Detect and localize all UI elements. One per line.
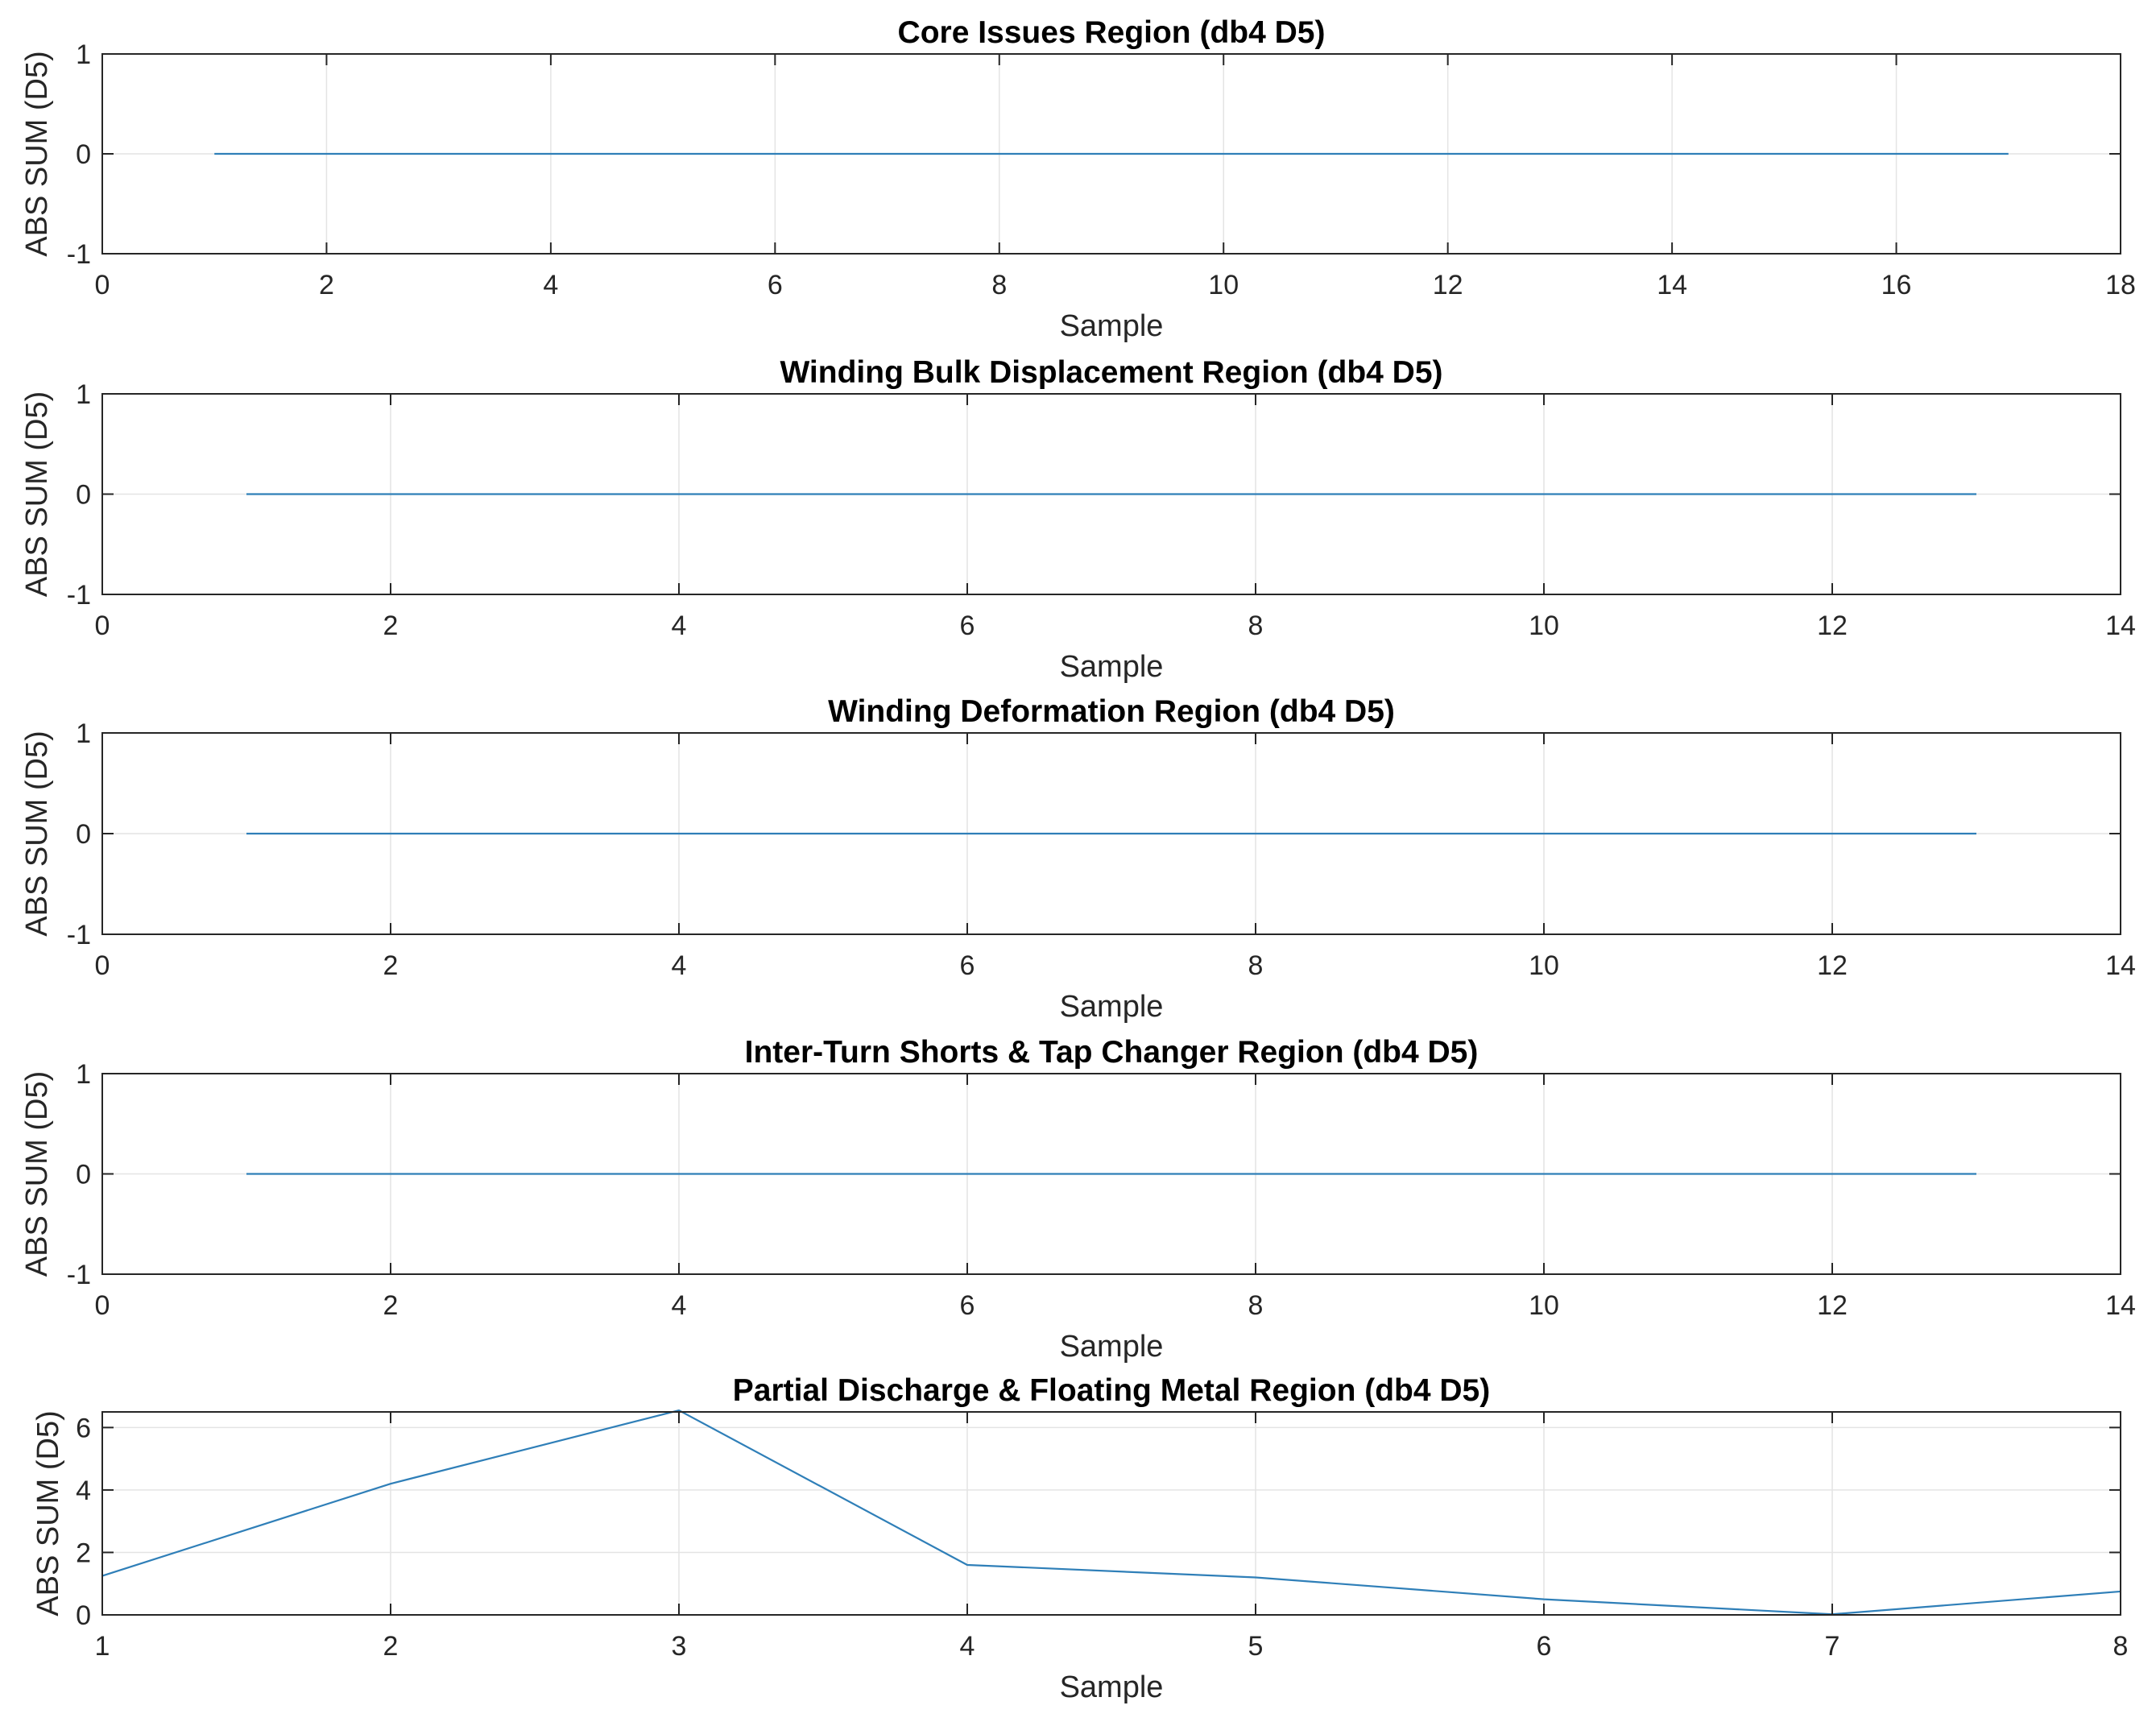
subplot-1 <box>20 15 2136 343</box>
x-tick-label: 2 <box>318 270 334 300</box>
x-tick-label: 8 <box>1248 611 1264 641</box>
x-tick-label: 2 <box>383 1631 399 1662</box>
subplot-4 <box>20 1035 2136 1364</box>
y-tick-label: -1 <box>66 580 91 611</box>
y-tick-label: 2 <box>76 1538 91 1569</box>
x-tick-label: 18 <box>2105 270 2136 300</box>
x-tick-label: 2 <box>383 1290 399 1321</box>
subplot-2 <box>20 355 2136 684</box>
y-tick-label: -1 <box>66 920 91 950</box>
y-axis-label: ABS SUM (D5) <box>20 1070 54 1277</box>
x-tick-label: 4 <box>671 611 687 641</box>
x-tick-label: 6 <box>767 270 783 300</box>
x-tick-label: 14 <box>2105 950 2136 981</box>
subplot-3 <box>20 694 2136 1024</box>
x-tick-label: 14 <box>1657 270 1688 300</box>
y-axis-label: ABS SUM (D5) <box>20 51 54 257</box>
x-tick-label: 12 <box>1817 611 1848 641</box>
x-tick-label: 8 <box>1248 950 1264 981</box>
chart-title: Winding Deformation Region (db4 D5) <box>828 694 1395 729</box>
chart-title: Inter-Turn Shorts & Tap Changer Region (db4 D5) <box>744 1035 1479 1070</box>
x-tick-label: 8 <box>1248 1290 1264 1321</box>
x-tick-label: 4 <box>959 1631 975 1662</box>
x-axis-label: Sample <box>1059 309 1164 343</box>
x-tick-label: 1 <box>94 1631 110 1662</box>
y-axis-label: ABS SUM (D5) <box>31 1410 65 1616</box>
y-tick-label: 1 <box>76 718 91 749</box>
x-tick-label: 4 <box>543 270 559 300</box>
x-tick-label: 0 <box>94 611 110 641</box>
x-tick-label: 0 <box>94 1290 110 1321</box>
x-tick-label: 2 <box>383 611 399 641</box>
x-tick-label: 4 <box>671 950 687 981</box>
x-axis-label: Sample <box>1059 990 1164 1024</box>
x-tick-label: 6 <box>959 950 975 981</box>
subplot-5 <box>31 1373 2128 1704</box>
x-axis-label: Sample <box>1059 650 1164 684</box>
y-tick-label: 1 <box>76 1059 91 1090</box>
y-tick-label: 0 <box>76 1159 91 1190</box>
chart-title: Core Issues Region (db4 D5) <box>897 15 1326 50</box>
x-tick-label: 8 <box>2113 1631 2129 1662</box>
x-tick-label: 2 <box>383 950 399 981</box>
x-tick-label: 6 <box>1536 1631 1552 1662</box>
x-tick-label: 10 <box>1529 611 1559 641</box>
x-tick-label: 12 <box>1432 270 1463 300</box>
chart-title: Partial Discharge & Floating Metal Region (db4 D5) <box>732 1373 1491 1408</box>
x-tick-label: 12 <box>1817 1290 1848 1321</box>
x-tick-label: 0 <box>94 270 110 300</box>
x-tick-label: 0 <box>94 950 110 981</box>
x-tick-label: 3 <box>671 1631 687 1662</box>
y-tick-label: 1 <box>76 379 91 410</box>
x-tick-label: 10 <box>1529 950 1559 981</box>
x-tick-label: 16 <box>1881 270 1912 300</box>
x-tick-label: 6 <box>959 611 975 641</box>
y-tick-label: 0 <box>76 479 91 511</box>
x-tick-label: 7 <box>1824 1631 1840 1662</box>
y-tick-label: -1 <box>66 239 91 270</box>
y-tick-label: 4 <box>76 1475 91 1506</box>
x-tick-label: 12 <box>1817 950 1848 981</box>
y-tick-label: 6 <box>76 1413 91 1444</box>
x-tick-label: 10 <box>1529 1290 1559 1321</box>
x-tick-label: 14 <box>2105 611 2136 641</box>
y-tick-label: 1 <box>76 39 91 70</box>
y-axis-label: ABS SUM (D5) <box>20 731 54 937</box>
y-tick-label: -1 <box>66 1260 91 1290</box>
x-tick-label: 8 <box>991 270 1008 300</box>
x-axis-label: Sample <box>1059 1330 1164 1364</box>
x-tick-label: 6 <box>959 1290 975 1321</box>
x-axis-label: Sample <box>1059 1670 1164 1704</box>
y-axis-label: ABS SUM (D5) <box>20 391 54 598</box>
y-tick-label: 0 <box>76 139 91 170</box>
axes-box <box>102 1412 2121 1615</box>
chart-title: Winding Bulk Displacement Region (db4 D5) <box>780 355 1443 390</box>
x-tick-label: 14 <box>2105 1290 2136 1321</box>
x-tick-label: 10 <box>1208 270 1239 300</box>
y-tick-label: 0 <box>76 819 91 850</box>
x-tick-label: 4 <box>671 1290 687 1321</box>
y-tick-label: 0 <box>76 1600 91 1631</box>
x-tick-label: 5 <box>1248 1631 1264 1662</box>
